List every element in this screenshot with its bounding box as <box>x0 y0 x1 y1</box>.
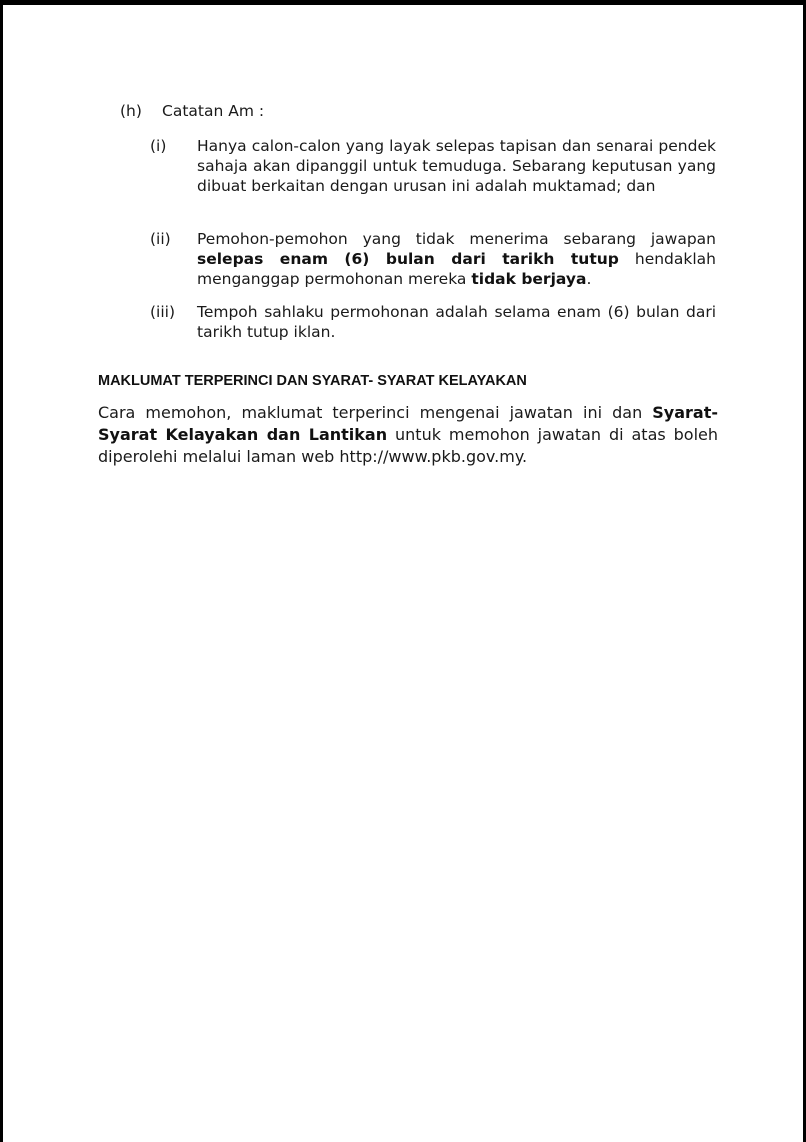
note-text: Hanya calon-calon yang layak selepas tapisan dan senarai pendek sahaja akan dipanggil untuk temuduga. Sebarang keputusan yang dibuat berkaitan dengan urusan ini adalah muktamad; dan <box>197 137 716 195</box>
section-title: Catatan Am : <box>162 102 265 120</box>
details-bold-requirements: Syarat-Syarat Kelayakan dan Lantikan <box>98 403 718 444</box>
note-text-part: hendaklah menganggap permohonan mereka <box>197 250 716 288</box>
details-text-part: untuk memohon jawatan di atas boleh diperolehi melalui laman web http://www.pkb.gov.my. <box>98 425 718 466</box>
details-paragraph <box>98 402 718 468</box>
note-text-part: Pemohon-pemohon yang tidak menerima sebarang jawapan <box>197 230 716 248</box>
note-text <box>197 229 716 289</box>
note-number: (iii) <box>150 303 176 321</box>
note-number: (i) <box>150 137 167 155</box>
note-text: Tempoh sahlaku permohonan adalah selama enam (6) bulan dari tarikh tutup iklan. <box>197 303 716 341</box>
note-bold-unsuccessful: tidak berjaya <box>471 270 587 288</box>
details-text-part: Cara memohon, maklumat terperinci mengenai jawatan ini dan <box>98 403 653 422</box>
note-text-part: . <box>586 270 592 288</box>
note-number: (ii) <box>150 230 171 248</box>
section-letter: (h) <box>120 102 142 120</box>
document-page <box>3 5 803 1142</box>
details-heading: MAKLUMAT TERPERINCI DAN SYARAT- SYARAT KELAYAKAN <box>98 373 527 389</box>
note-bold-deadline: selepas enam (6) bulan dari tarikh tutup <box>197 250 619 268</box>
